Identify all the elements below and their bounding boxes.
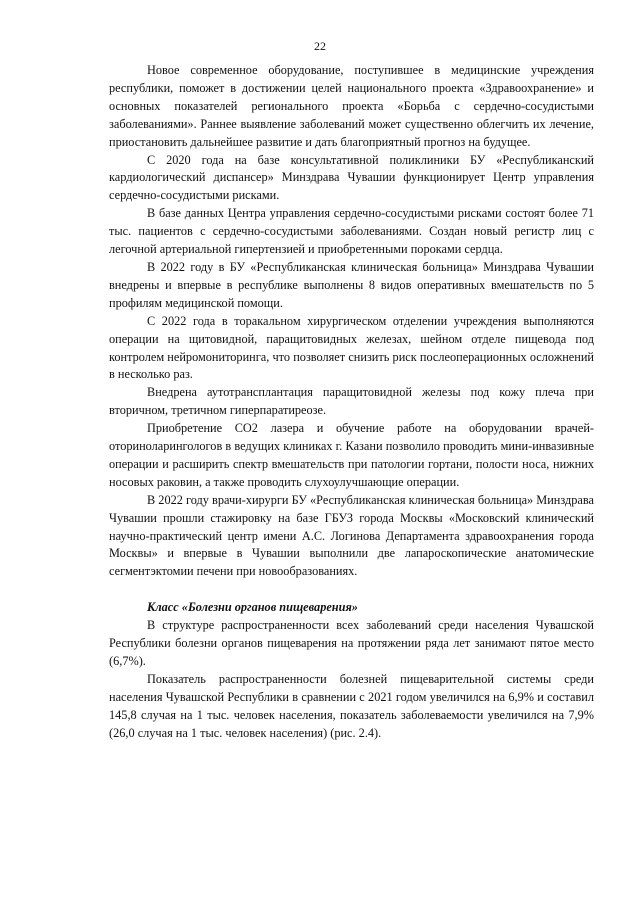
paragraph-co2-laser: Приобретение СО2 лазера и обучение работе на оборудовании врачей-оториноларингологов в ведущих клиниках г. Казани позволило проводить мини-инвазивные операции и расширить спектр вмешательств при патологии гортани, полости носа, нижних носовых раковин, а также проводить слухоулучшающие операции. <box>109 421 594 489</box>
paragraph-new-equipment: Новое современное оборудование, поступившее в медицинские учреждения республики, поможет в достижении целей национального проекта «Здравоохранение» и основных показателей регионального проекта «Борьба с сердечно-сосудистыми заболеваниями». Раннее выявление заболеваний может существенно облегчить их лечение, приостановить дальнейшее развитие и дать благоприятный прогноз на будущее. <box>109 63 594 149</box>
section-title: Класс «Болезни органов пищеварения» <box>147 600 358 615</box>
document-body <box>109 62 594 743</box>
paragraph-digestive-structure: В структуре распространенности всех заболеваний среди населения Чувашской Республики болезни органов пищеварения на протяжении ряда лет занимают пятое место (6,7%). <box>109 618 594 668</box>
paragraph-digestive-prevalence: Показатель распространенности болезней пищеварительной системы среди населения Чувашской Республики в сравнении с 2021 годом увеличился на 6,9% и составил 145,8 случая на 1 тыс. человек населения, показатель заболеваемости увеличился на 7,9% (26,0 случая на 1 тыс. человек населения) (рис. 2.4). <box>109 671 594 740</box>
paragraph-new-operations: В 2022 году в БУ «Республиканская клиническая больница» Минздрава Чувашии внедрены и впервые в республике выполнены 8 видов оперативных вмешательств по 5 профилям медицинской помощи. <box>109 259 594 310</box>
paragraph-risk-center: С 2020 года на базе консультативной поликлиники БУ «Республиканский кардиологический диспансер» Минздрава Чувашии функционирует Центр управления сердечно-сосудистыми рисками. <box>109 152 594 203</box>
paragraph-autotransplantation: Внедрена аутотрансплантация паращитовидной железы под кожу плеча при вторичном, третичном гиперпаратиреозе. <box>109 385 594 418</box>
paragraph-risk-database: В базе данных Центра управления сердечно-сосудистыми рисками состоят более 71 тыс. пациентов с сердечно-сосудистыми заболеваниями. Создан новый регистр лиц с легочной артериальной гипертензией и приобретенными пороками сердца. <box>109 206 594 257</box>
page-number: 22 <box>314 39 326 53</box>
paragraph-thoracic-surgery: С 2022 года в торакальном хирургическом отделении учреждения выполняются операции на щитовидной, паращитовидных железах, шейном отделе пищевода под контролем нейромониторинга, что позволяет снизить риск послеоперационных осложнений в несколько раз. <box>109 313 594 382</box>
paragraph-surgeon-training: В 2022 году врачи-хирурги БУ «Республиканская клиническая больница» Минздрава Чувашии прошли стажировку на базе ГБУЗ города Москвы «Московский клинический научно-практический центр имени А.С. Логинова Департамента здравоохранения города Москвы» и впервые в Чувашии выполнили две лапароскопические анатомические сегментэктомии печени при новообразованиях. <box>109 492 594 579</box>
section-spacer <box>109 581 594 599</box>
